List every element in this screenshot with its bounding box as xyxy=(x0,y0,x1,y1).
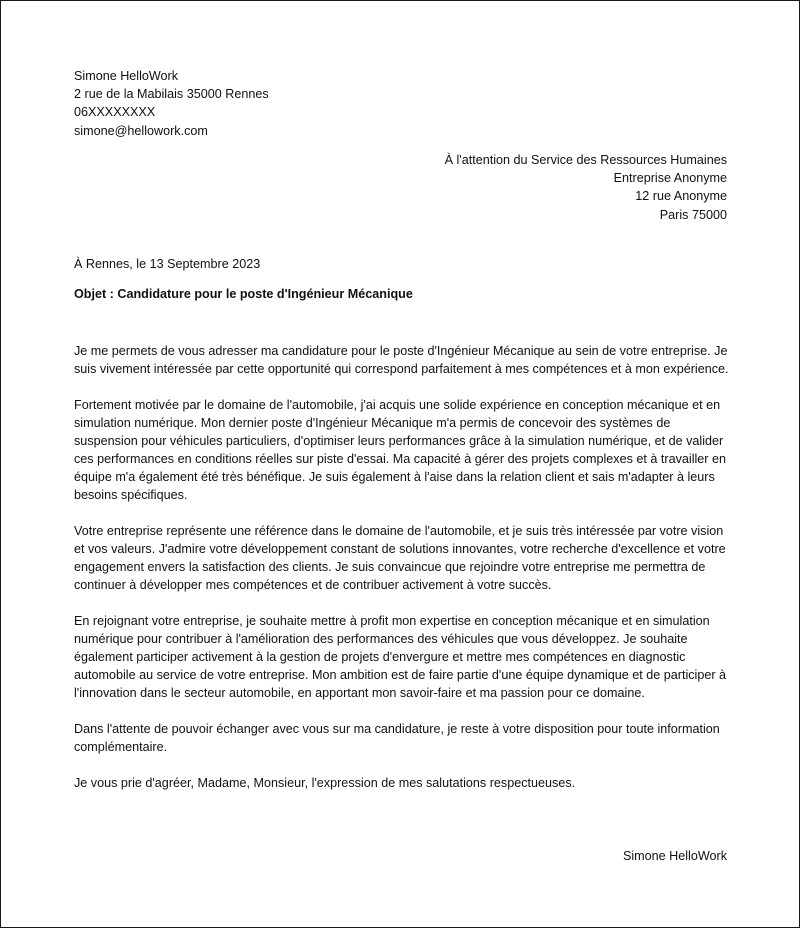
signature: Simone HelloWork xyxy=(622,849,727,863)
letter-date: À Rennes, le 13 Septembre 2023 xyxy=(74,257,261,271)
body-paragraph: Dans l'attente de pouvoir échanger avec vous sur ma candidature, je reste à votre disposition pour toute information complémentaire. xyxy=(74,722,720,754)
recipient-company: Entreprise Anonyme xyxy=(613,171,727,186)
sender-name: Simone HelloWork xyxy=(74,69,179,83)
closing-paragraph: Je vous prie d'agréer, Madame, Monsieur, l'expression de mes salutations respectueuses. xyxy=(74,776,576,790)
body-paragraph: Fortement motivée par le domaine de l'automobile, j'ai acquis une solide expérience en conception mécanique et en simulation numérique. Mon dernier poste d'Ingénieur Mécanique m'a permis de concevoir des systèmes de suspension pour véhicules particuliers, d'optimiser leurs performances grâce à la simulation numérique, et de valider ces performances en conditions réelles sur piste d'essai. Ma capacité à gérer des projets complexes et à travailler en équipe m'a également été très bénéfique. Je suis également à l'aise dans la relation client et sais m'adapter à leurs besoins spécifiques. xyxy=(74,398,727,502)
body-paragraph: Votre entreprise représente une référence dans le domaine de l'automobile, et je suis très intéressée par votre vision et vos valeurs. J'admire votre développement constant de solutions innovantes, votre recherche d'excellence et votre engagement envers la satisfaction des clients. Je suis convaincue que rejoindre votre entreprise me permettra de continuer à développer mes compétences et de contribuer activement à votre succès. xyxy=(74,524,726,592)
sender-address: 2 rue de la Mabilais 35000 Rennes xyxy=(74,87,269,102)
letter-body xyxy=(74,342,734,810)
sender-email: simone@hellowork.com xyxy=(74,123,208,138)
letter-subject: Objet : Candidature pour le poste d'Ingénieur Mécanique xyxy=(74,287,413,301)
recipient-attention: À l'attention du Service des Ressources Humaines xyxy=(444,153,727,167)
sender-phone: 06XXXXXXXX xyxy=(74,105,156,120)
recipient-block xyxy=(445,151,727,224)
recipient-city: Paris 75000 xyxy=(659,207,727,222)
recipient-street: 12 rue Anonyme xyxy=(635,189,727,204)
body-paragraph: En rejoignant votre entreprise, je souhaite mettre à profit mon expertise en conception mécanique et en simulation numérique pour contribuer à l'amélioration des performances des véhicules que vous développez. Je souhaite également participer activement à la gestion de projets d'envergure et mettre mes compétences en diagnostic automobile au service de votre entreprise. Mon ambition est de faire partie d'une équipe dynamique et de participer à l'innovation dans le secteur automobile, en apportant mon savoir-faire et ma passion pour ce domaine. xyxy=(74,614,727,700)
sender-block xyxy=(74,67,269,140)
body-paragraph: Je me permets de vous adresser ma candidature pour le poste d'Ingénieur Mécanique au sein de votre entreprise. Je suis vivement intéressée par cette opportunité qui correspond parfaitement à mes compétences et à mon expérience. xyxy=(74,344,729,376)
